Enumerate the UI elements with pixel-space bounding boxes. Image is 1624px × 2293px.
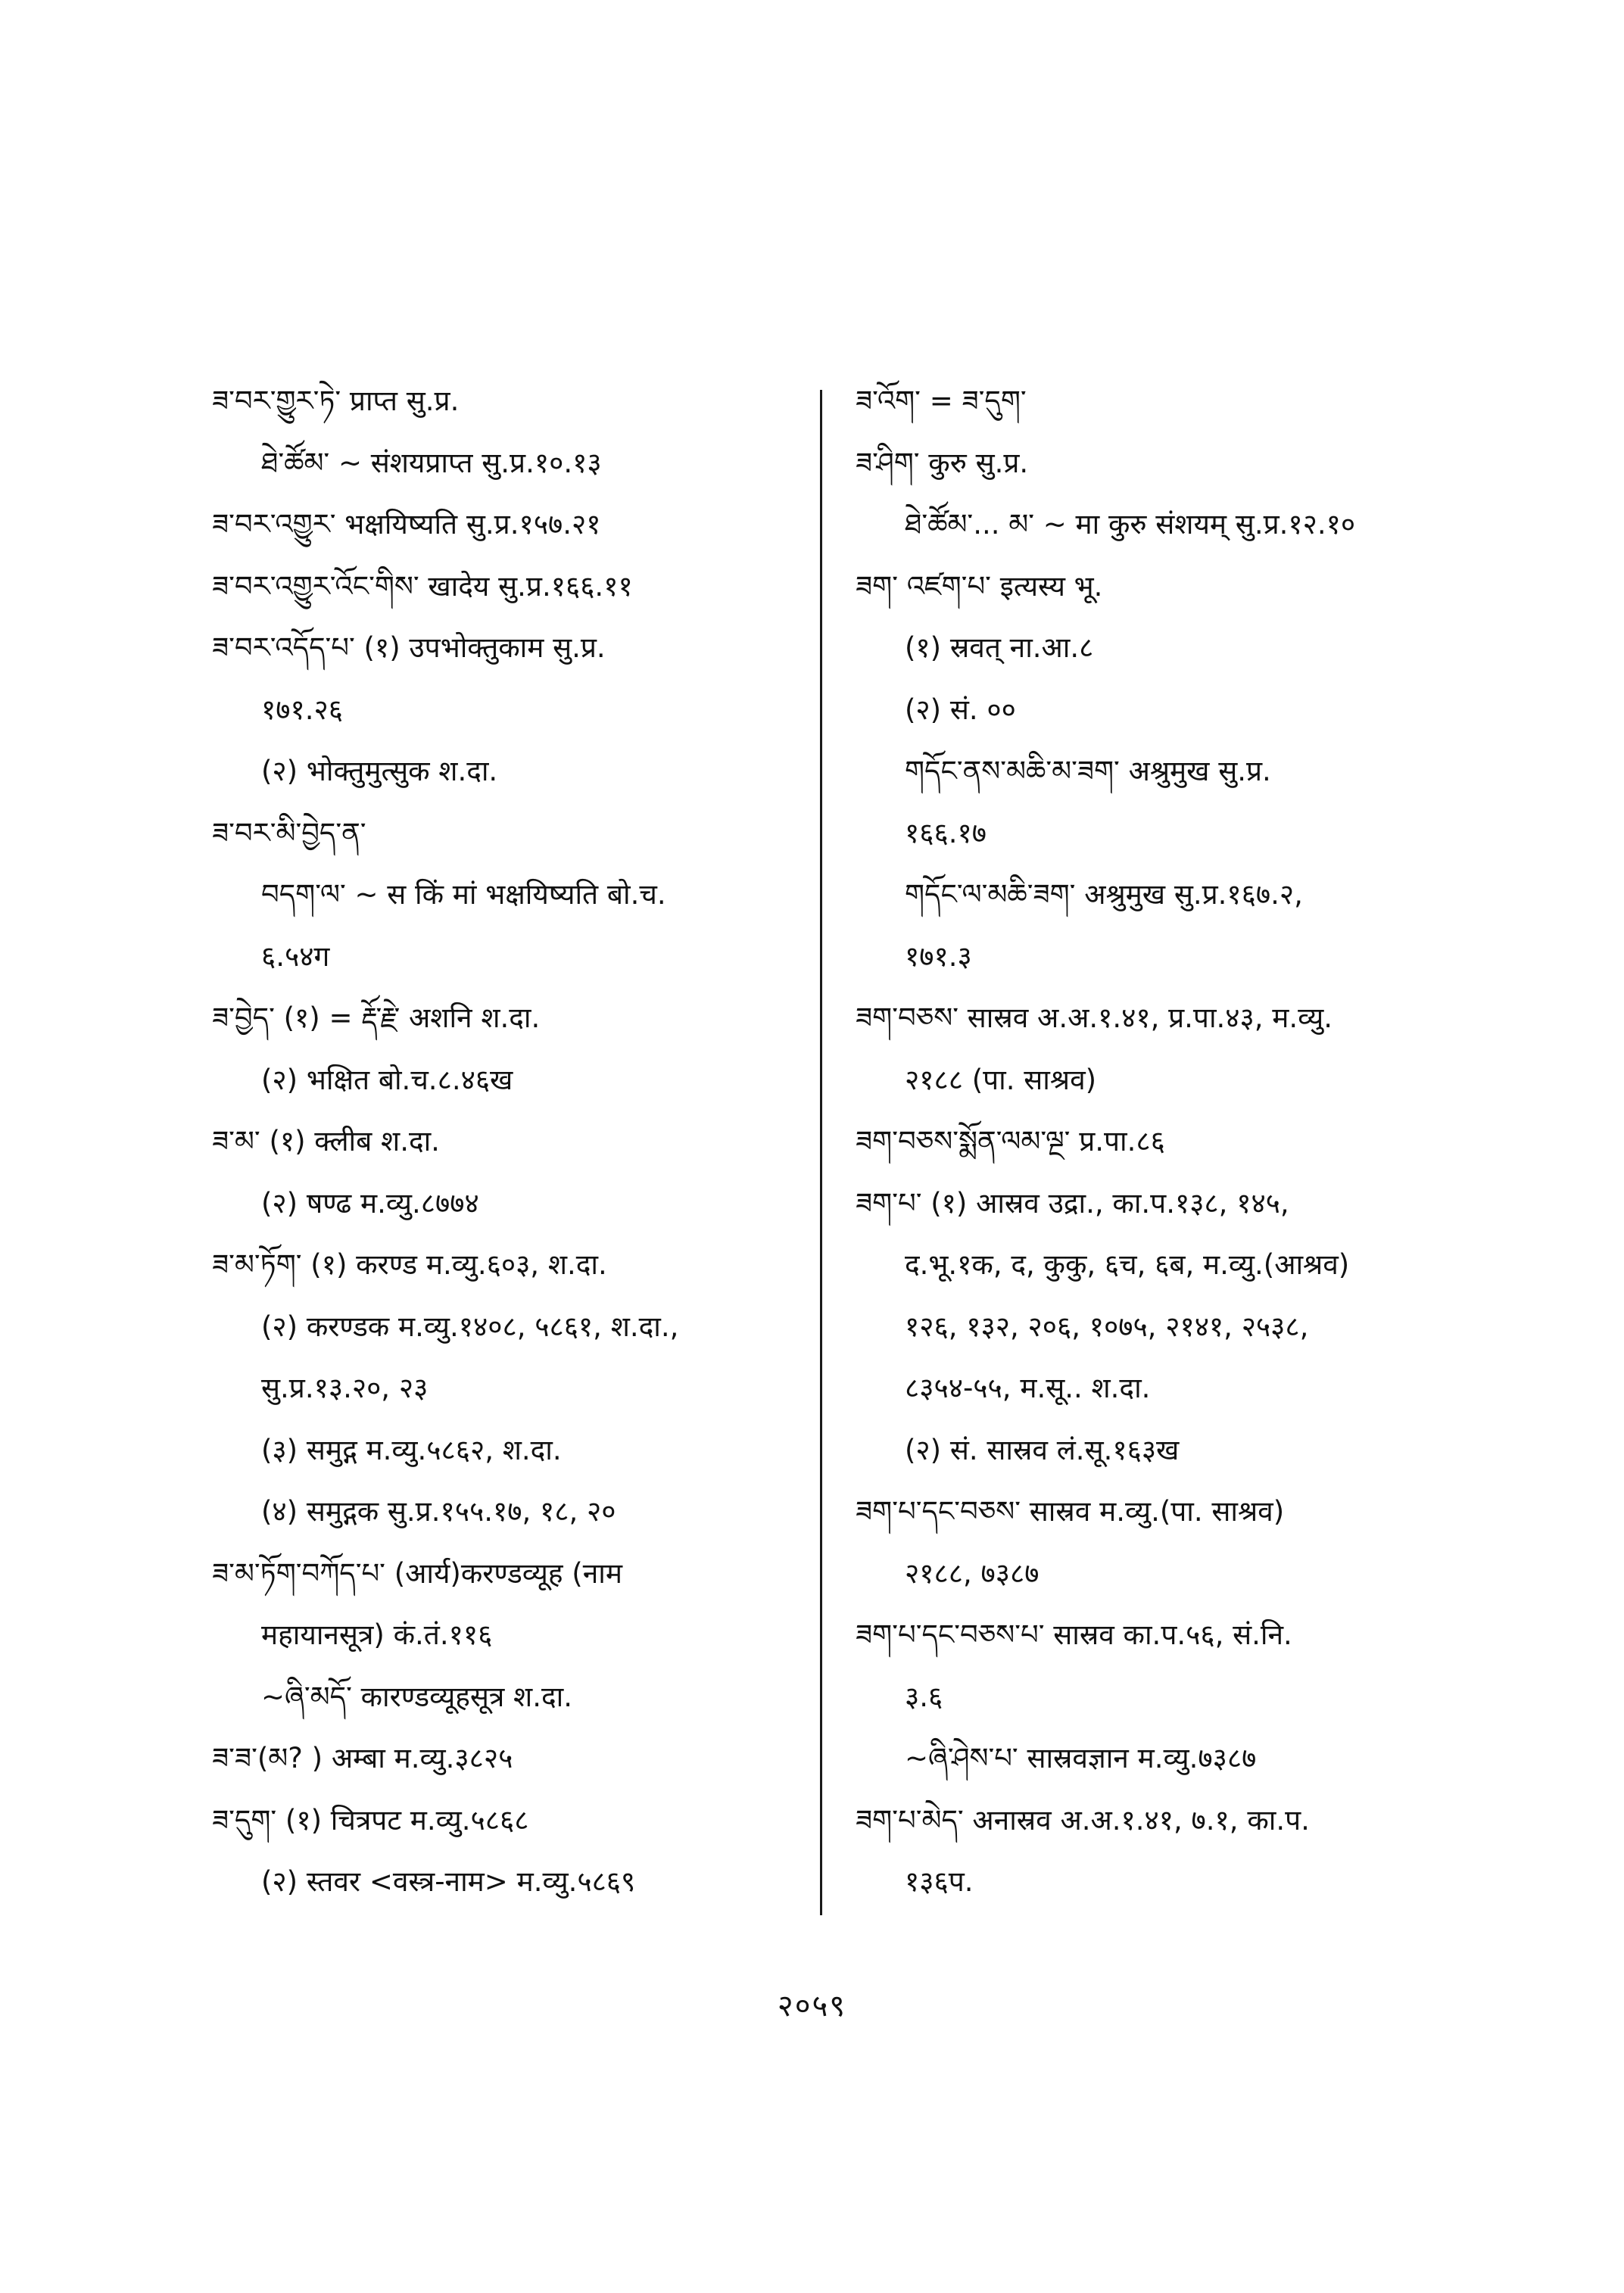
entry-subline: द.भू.१क, द, कुकु, ६च, ६ब, म.व्यु.(आश्रव) (905, 1248, 1350, 1281)
entry-subline: གདོང་ནས་མཆི་མ་ཟག་ अश्रुमुख सु.प्र. (905, 755, 1271, 787)
entry-headword-line: ཟ་བར་འདོད་པ་ (१) उपभोक्तुकाम सु.प्र. (212, 631, 606, 664)
entry-headword-line: ཟ་མ་ (१) क्लीब श.दा. (212, 1125, 440, 1157)
entry-headword-line: ཟག་བཅས་སྨོན་ལམ་ལྔ་ प्र.पा.८६ (856, 1125, 1165, 1157)
entry-subline: (३) समुद्ग म.व्यु.५८६२, श.दा. (261, 1433, 562, 1466)
entry-subline: २१८८ (पा. साश्रव) (905, 1063, 1097, 1096)
entry-subline: १७१.३ (905, 939, 972, 973)
entry-subline: ཐེ་ཚོམ་... མ་ ~ मा कुरु संशयम् सु.प्र.१२.१० (905, 508, 1356, 541)
entry-subline: १७१.२६ (261, 693, 343, 726)
entry-subline: (२) करण्डक म.व्यु.१४०८, ५८६१, श.दा., (261, 1310, 679, 1343)
entry-subline: (४) समुद्गक सु.प्र.१५५.१७, १८, २० (261, 1495, 616, 1528)
entry-subline: (२) भक्षित बो.च.८.४६ख (261, 1063, 513, 1096)
entry-headword-line: ཟ་མ་ཏོག་ (१) करण्ड म.व्यु.६०३, श.दा. (212, 1248, 607, 1281)
entry-headword-line: ཟ་དུག་ (१) चित्रपट म.व्यु.५८६८ (212, 1803, 529, 1837)
right-column (856, 382, 1439, 1925)
left-column (212, 382, 795, 1925)
page-number: २०५९ (777, 1989, 847, 2024)
entry-subline: (२) सं. सास्रव लं.सू.१६३ख (905, 1433, 1180, 1466)
entry-headword-line: ཟ་བར་གྱུར་ཏེ་ प्राप्त सु.प्र. (212, 385, 460, 417)
entry-headword-line: ཟ་བར་འགྱུར་འོང་གིས་ खादेय सु.प्र.१६६.११ (212, 569, 633, 603)
entry-subline: (२) सं. ०० (905, 693, 1016, 726)
entry-subline: १२६, १३२, २०६, १०७५, २१४१, २५३८, (905, 1310, 1309, 1343)
entry-subline: གདོང་ལ་མཆི་ཟག་ अश्रुमुख सु.प्र.१६७.२, (905, 878, 1303, 911)
entry-headword-line: ཟ་མ་ཏོག་བཀོད་པ་ (आर्य)करण्डव्यूह (नाम (212, 1556, 622, 1590)
entry-headword-line: ཟག་པ་མེད་ अनास्रव अ.अ.१.४१, ७.१, का.प. (856, 1803, 1310, 1837)
entry-subline: (२) भोक्तुमुत्सुक श.दा. (261, 755, 498, 787)
entry-subline: ~ཞི་མདོ་ कारण्डव्यूहसूत्र श.दा. (261, 1680, 572, 1713)
entry-subline: २१८८, ७३८७ (905, 1556, 1040, 1590)
entry-subline: ८३५४-५५, म.सू.. श.दा. (905, 1372, 1151, 1404)
entry-headword-line: ཟག་ འཛག་པ་ इत्यस्य भू. (856, 569, 1103, 603)
entry-subline: ~ཞི་ཤེས་པ་ सास्रवज्ञान म.व्यु.७३८७ (905, 1742, 1257, 1774)
entry-subline: १६६.१७ (905, 816, 987, 849)
entry-subline: १३६प. (905, 1865, 974, 1898)
entry-headword-line: ཟག་བཅས་ सास्रव अ.अ.१.४१, प्र.पा.४३, म.व्यु. (856, 1002, 1333, 1034)
entry-subline: ६.५४ग (261, 939, 330, 973)
entry-subline: ཐེ་ཚོམ་ ~ संशयप्राप्त सु.प्र.१०.१३ (261, 446, 602, 479)
entry-headword-line: ཟག་པ་དང་བཅས་པ་ सास्रव का.प.५६, सं.नि. (856, 1618, 1292, 1651)
entry-headword-line: ཟ་ཤིག་ कुरु सु.प्र. (856, 446, 1029, 479)
entry-headword-line: ཟ་བར་མི་བྱེད་ན་ (212, 816, 366, 849)
entry-headword-line: ཟ་བར་འགྱུར་ भक्षयिष्यति सु.प्र.१५७.२१ (212, 508, 601, 541)
entry-headword-line: ཟག་པ་ (१) आस्रव उद्रा., का.प.१३८, १४५, (856, 1186, 1289, 1220)
column-divider (820, 390, 822, 1915)
entry-subline: (२) स्तवर <वस्त्र-नाम> म.व्यु.५८६९ (261, 1865, 636, 1898)
entry-subline: (२) षण्ढ म.व्यु.८७७४ (261, 1186, 479, 1220)
entry-subline: ३.६ (905, 1680, 943, 1713)
entry-subline: सु.प्र.१३.२०, २३ (261, 1372, 429, 1404)
entry-subline: महायानसूत्र) कं.तं.११६ (261, 1618, 493, 1651)
entry-subline: བདག་ལ་ ~ स किं मां भक्षयिष्यति बो.च. (261, 878, 666, 911)
entry-headword-line: ཟ་འོག་ = ཟ་དུག་ (856, 385, 1027, 417)
entry-headword-line: ཟ་ཟ་(མ? ) अम्बा म.व्यु.३८२५ (212, 1742, 513, 1774)
entry-headword-line: ཟག་པ་དང་བཅས་ सास्रव म.व्यु.(पा. साश्रव) (856, 1495, 1285, 1528)
entry-subline: (१) स्रवत् ना.आ.८ (905, 631, 1094, 664)
entry-headword-line: ཟ་བྱེད་ (१) = རྡོ་རྗེ་ अशनि श.दा. (212, 1002, 541, 1034)
